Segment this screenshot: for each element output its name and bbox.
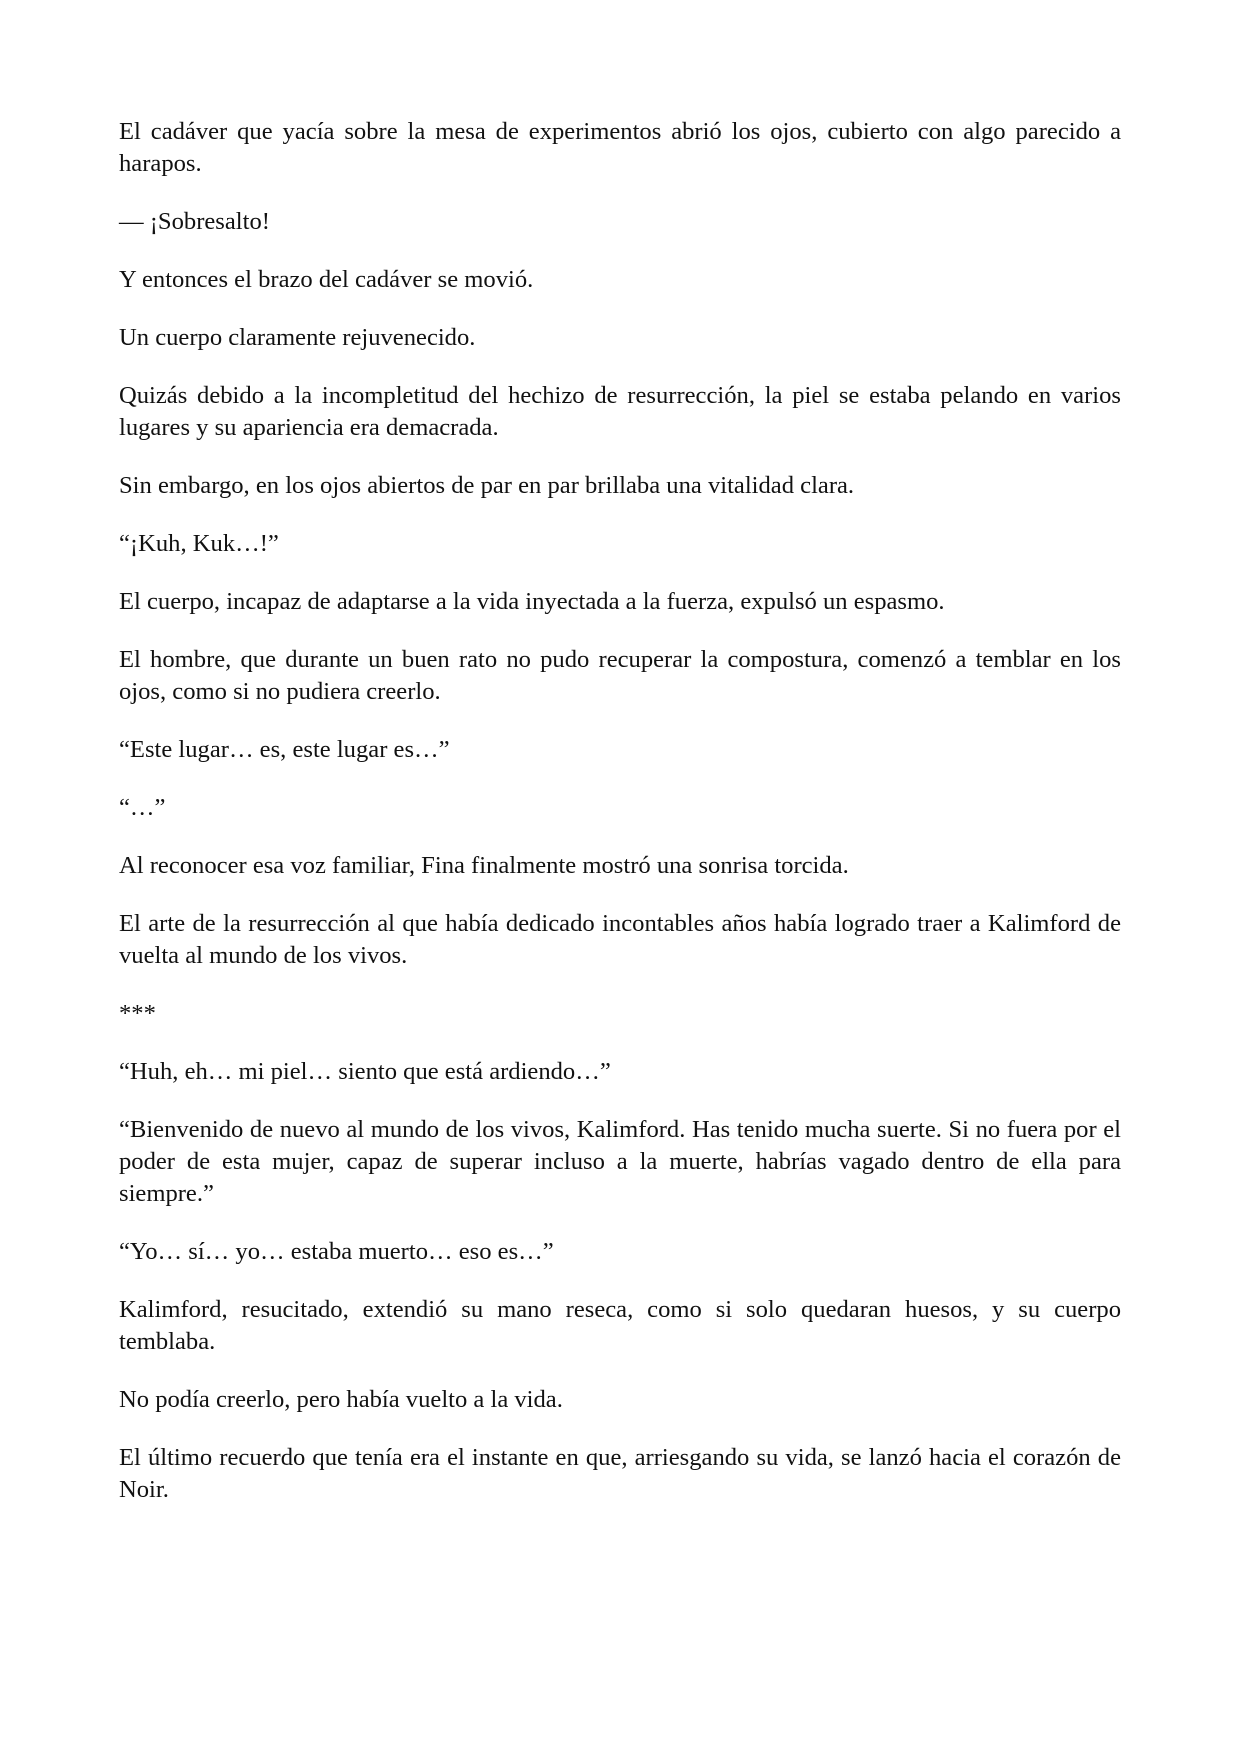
paragraph: Kalimford, resucitado, extendió su mano reseca, como si solo quedaran huesos, y su cuerpo temblaba. bbox=[119, 1296, 1121, 1355]
scene-break: *** bbox=[119, 1000, 156, 1027]
paragraph: No podía creerlo, pero había vuelto a la vida. bbox=[119, 1386, 563, 1413]
paragraph: “Yo… sí… yo… estaba muerto… eso es…” bbox=[119, 1238, 554, 1265]
document-body bbox=[119, 116, 1121, 1532]
paragraph: “¡Kuh, Kuk…!” bbox=[119, 530, 279, 557]
paragraph: “Bienvenido de nuevo al mundo de los vivos, Kalimford. Has tenido mucha suerte. Si no fuera por el poder de esta mujer, capaz de superar incluso a la muerte, habrías vagado dentro de ella para siempre.” bbox=[119, 1116, 1121, 1207]
paragraph: Quizás debido a la incompletitud del hechizo de resurrección, la piel se estaba pelando en varios lugares y su apariencia era demacrada. bbox=[119, 382, 1121, 441]
paragraph: Y entonces el brazo del cadáver se movió. bbox=[119, 266, 534, 293]
paragraph: “Huh, eh… mi piel… siento que está ardiendo…” bbox=[119, 1058, 611, 1085]
paragraph: “…” bbox=[119, 794, 166, 821]
paragraph: — ¡Sobresalto! bbox=[119, 208, 270, 235]
paragraph: Sin embargo, en los ojos abiertos de par en par brillaba una vitalidad clara. bbox=[119, 472, 855, 499]
paragraph: “Este lugar… es, este lugar es…” bbox=[119, 736, 450, 763]
paragraph: Un cuerpo claramente rejuvenecido. bbox=[119, 324, 476, 351]
paragraph: El último recuerdo que tenía era el instante en que, arriesgando su vida, se lanzó hacia el corazón de Noir. bbox=[119, 1444, 1121, 1503]
paragraph: El cadáver que yacía sobre la mesa de experimentos abrió los ojos, cubierto con algo parecido a harapos. bbox=[119, 118, 1121, 177]
paragraph: El arte de la resurrección al que había dedicado incontables años había logrado traer a Kalimford de vuelta al mundo de los vivos. bbox=[119, 910, 1121, 969]
paragraph: El cuerpo, incapaz de adaptarse a la vida inyectada a la fuerza, expulsó un espasmo. bbox=[119, 588, 945, 615]
paragraph: Al reconocer esa voz familiar, Fina finalmente mostró una sonrisa torcida. bbox=[119, 852, 849, 879]
paragraph: El hombre, que durante un buen rato no pudo recuperar la compostura, comenzó a temblar en los ojos, como si no pudiera creerlo. bbox=[119, 646, 1121, 705]
